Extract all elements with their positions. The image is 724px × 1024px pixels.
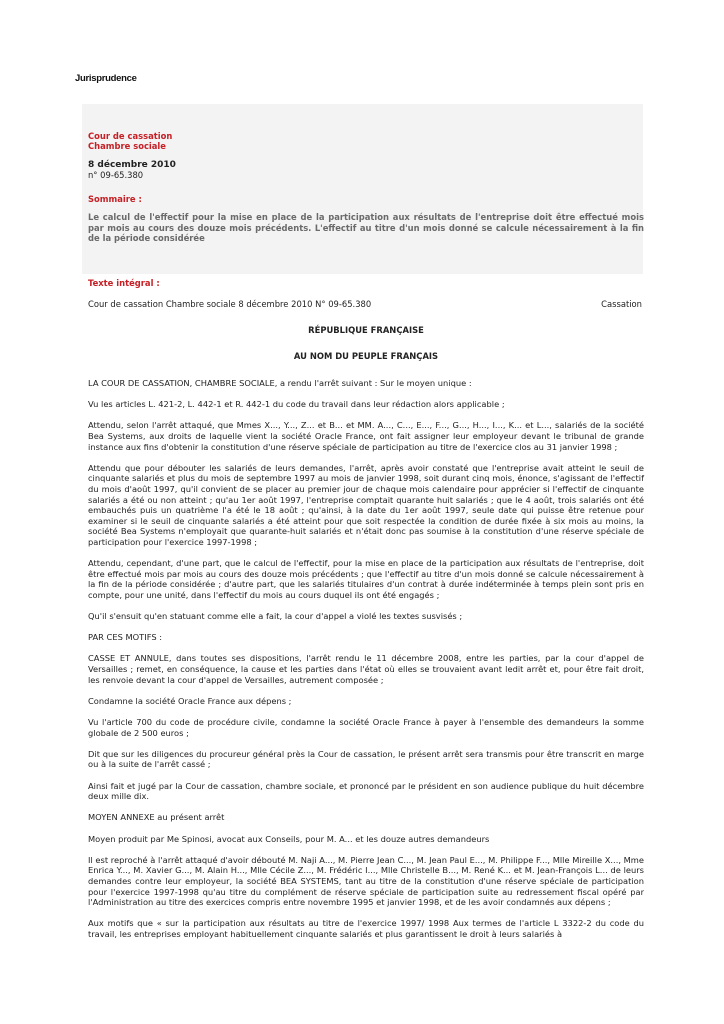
body-paragraph: LA COUR DE CASSATION, CHAMBRE SOCIALE, a rendu l'arrêt suivant : Sur le moyen unique : (88, 378, 472, 388)
court-name (88, 131, 172, 151)
sommaire-title: Sommaire : (88, 194, 142, 204)
annexe-motifs: Aux motifs que « sur la participation aux résultats au titre de l'exercice 1997/ 1998 Aux termes de l'article L 3322-2 du code du travail, les entreprises employant habituellement cinquante salariés et plus garantissent le droit à leurs salariés à (88, 918, 644, 939)
decision-number: n° 09-65.380 (88, 170, 144, 180)
texte-integral-title: Texte intégral : (88, 278, 160, 288)
body-paragraph: Vu les articles L. 421-2, L. 442-1 et R. 442-1 du code du travail dans leur rédaction alors applicable ; (88, 399, 505, 410)
annexe-produced-by: Moyen produit par Me Spinosi, avocat aux Conseils, pour M. A... et les douze autres demandeurs (88, 833, 490, 844)
annexe-reproach: Il est reproché à l'arrêt attaqué d'avoir débouté M. Naji A..., M. Pierre Jean C..., M. Jean Paul E..., M. Philippe F..., Mlle Mireille X..., Mme Enrica Y..., M. Xavier G..., M. Alain H..., Mlle Cécile Z..., M. Frédéric I..., Mlle Christelle B..., M. René K... et M. Jean-François L... de leurs demandes contre leur employeur, la société BEA SYSTEMS, tant au titre de la constitution d'une réserve spéciale de participation pour l'exercice 1997-1998 qu'au titre du complément de réserve spéciale de participation suite au redressement fiscal opéré par l'Administration au titre des exercices compris entre novembre 1995 et janvier 1998, et de les avoir condamnés aux dépens ; (88, 854, 644, 908)
body-paragraph: Condamne la société Oracle France aux dépens ; (88, 695, 292, 706)
sommaire-text: Le calcul de l'effectif pour la mise en place de la participation aux résultats de l'entreprise doit être effectué mois par mois au cours des douze mois précédents. L'effectif au titre d'un mois donné se calcule nécessairement à la fin de la période considérée (88, 212, 644, 244)
site-label: Jurisprudence (75, 73, 137, 84)
body-paragraph: PAR CES MOTIFS : (88, 632, 163, 643)
chamber-label: Chambre sociale (88, 141, 166, 151)
reference-line (88, 299, 644, 309)
body-paragraph: Qu'il s'ensuit qu'en statuant comme elle a fait, la cour d'appel a violé les textes susvisés ; (88, 611, 463, 622)
court-label: Cour de cassation (88, 131, 173, 141)
body-paragraph: CASSE ET ANNULE, dans toutes ses dispositions, l'arrêt rendu le 11 décembre 2008, entre les parties, par la cour d'appel de Versailles ; remet, en conséquence, la cause et les parties dans l'état où elles se trouvaient avant ledit arrêt et, pour être fait droit, les renvoie devant la cour d'appel de Versailles, autrement composée ; (88, 653, 644, 685)
body-paragraph: Dit que sur les diligences du procureur général près la Cour de cassation, le présent arrêt sera transmis pour être transcrit en marge ou à la suite de l'arrêt cassé ; (88, 748, 644, 770)
annexe-title: MOYEN ANNEXE au présent arrêt (88, 812, 225, 823)
body-paragraph: Vu l'article 700 du code de procédure civile, condamne la société Oracle France à payer à l'ensemble des demandeurs la somme globale de 2 500 euros ; (88, 717, 644, 738)
body-paragraph: Attendu, selon l'arrêt attaqué, que Mmes X..., Y..., Z... et B... et MM. A..., C..., E..., F..., G..., H..., I..., K... et L..., salariés de la société Bea Systems, aux droits de laquelle vient la société Oracle France, ont fait assigner leur employeur devant le tribunal de grande instance aux fins d'obtenir la constitution d'une réserve spéciale de participation au titre de l'exercice clos au 31 janvier 1998 ; (88, 420, 644, 452)
body-paragraph: Attendu, cependant, d'une part, que le calcul de l'effectif, pour la mise en place de la participation aux résultats de l'entreprise, doit être effectué mois par mois au cours des douze mois précédents ; que l'effectif au titre d'un mois donné se calcule nécessairement à la fin de la période considérée ; d'autre part, que les salariés titulaires d'un contrat à durée indéterminée à temps plein sont pris en compte, pour une unité, dans l'effectif du mois au cours duquel ils ont été engagés ; (88, 558, 644, 600)
decision-body (88, 378, 644, 950)
decision-outcome: Cassation (601, 299, 642, 309)
decision-date-block (88, 160, 176, 180)
decision-header-box (82, 104, 643, 274)
body-paragraph: Attendu que pour débouter les salariés de leurs demandes, l'arrêt, après avoir constaté que l'entreprise avait atteint le seuil de cinquante salariés et plus du mois de septembre 1997 au mois de janvier 1998, soit durant cinq mois, énonce, s'agissant de l'effectif du mois d'août 1997, qu'il convient de se placer au premier jour de chaque mois calendaire pour apprécier si l'effectif de cinquante salariés a été ou non atteint ; qu'au 1er août 1997, l'entreprise comptait quarante huit salariés ; que le 4 août, trois salariés ont été embauchés puis un quatrième l'a été le 18 août ; qu'ainsi, à la date du 1er août 1997, seule date qui puisse être retenue pour examiner si le seuil de cinquante salariés a été atteint pour que soit respectée la condition de durée fixée à six mois au moins, la société Bea Systems n'employait que quarante-huit salariés et n'était donc pas soumise à la constitution d'une réserve spéciale de participation pour l'exercice 1997-1998 ; (88, 462, 644, 547)
republic-heading: RÉPUBLIQUE FRANÇAISE (308, 325, 424, 335)
body-paragraph: Ainsi fait et jugé par la Cour de cassation, chambre sociale, et prononcé par le président en son audience publique du huit décembre deux mille dix. (88, 780, 644, 802)
people-heading: AU NOM DU PEUPLE FRANÇAIS (293, 351, 439, 361)
decision-date: 8 décembre 2010 (88, 160, 176, 170)
decision-reference: Cour de cassation Chambre sociale 8 décembre 2010 N° 09-65.380 (88, 299, 372, 309)
